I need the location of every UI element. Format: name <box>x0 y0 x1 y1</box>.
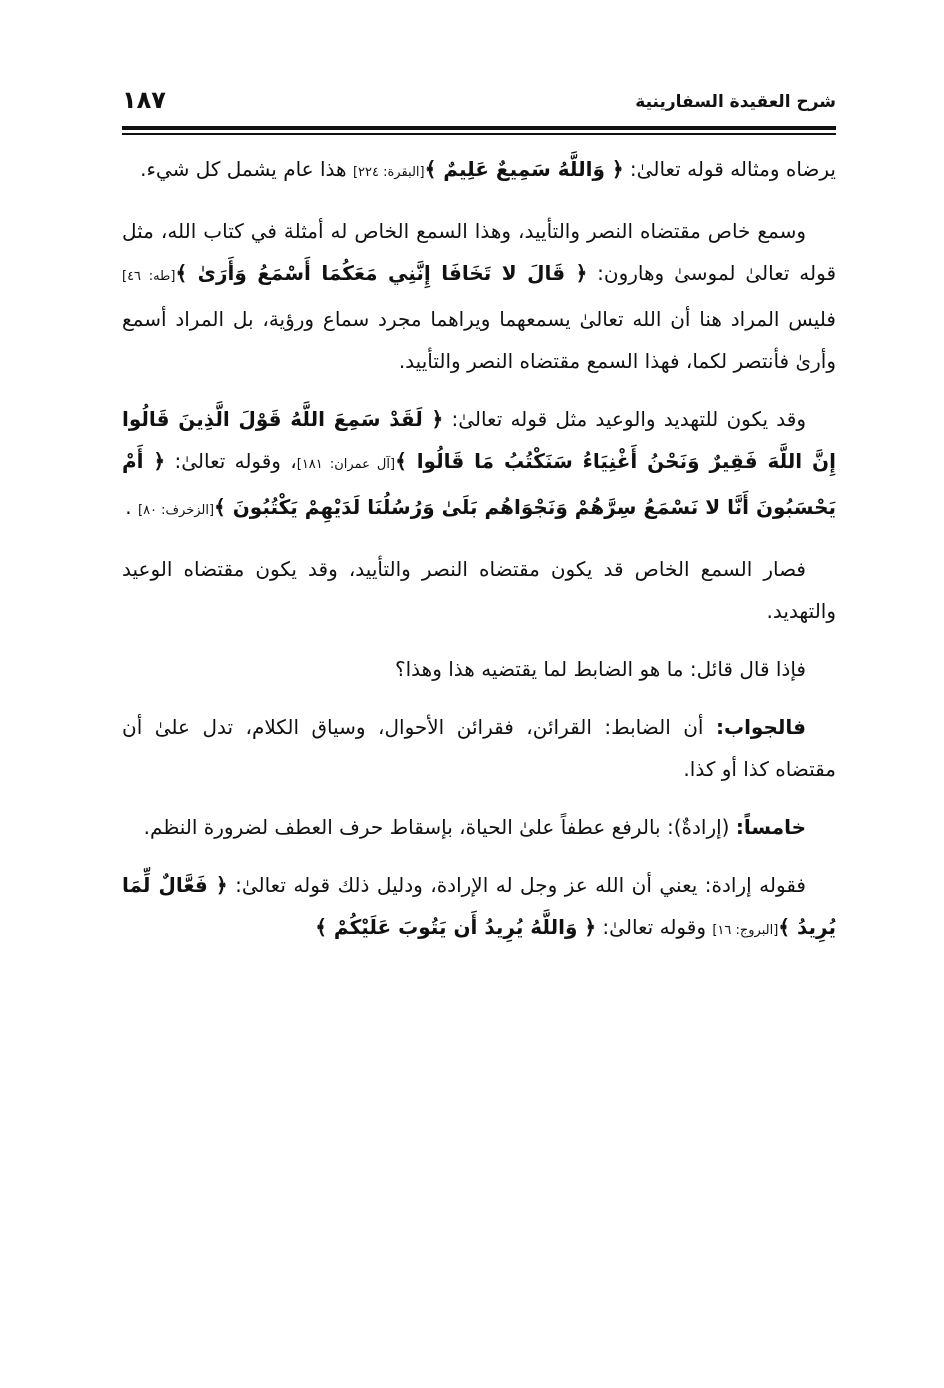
text: يرضاه ومثاله قوله تعالىٰ: <box>623 157 836 181</box>
verse-reference: [طه: ٤٦] <box>122 269 176 284</box>
text: وقوله تعالىٰ: <box>596 915 713 939</box>
quran-verse: ﴿ فَعَّالٌ لِّمَا يُرِيدُ ﴾ <box>122 873 836 939</box>
verse-reference: [البروج: ١٦] <box>712 923 779 938</box>
quran-verse: ﴿ وَاللَّهُ سَمِيعٌ عَلِيمٌ ﴾ <box>424 157 624 181</box>
paragraph-8 <box>122 864 836 952</box>
text: أن الضابط: القرائن، فقرائن الأحوال، وسياق الكلام، تدل علىٰ أن مقتضاه كذا أو كذا. <box>122 715 836 781</box>
verse-reference: [الزخرف: ٨٠] <box>137 503 215 518</box>
text: فصار السمع الخاص قد يكون مقتضاه النصر والتأييد، وقد يكون مقتضاه الوعيد والتهديد. <box>122 557 836 623</box>
paragraph-3 <box>122 398 836 532</box>
text: ، وقوله تعالىٰ: <box>165 449 297 473</box>
quran-verse: ﴿ قَالَ لا تَخَافَا إِنَّنِي مَعَكُمَا أَسْمَعُ وَأَرَىٰ ﴾ <box>175 261 588 285</box>
paragraph-6 <box>122 706 836 790</box>
verse-reference: [آل عمران: ١٨١] <box>296 457 396 472</box>
running-title: شرح العقيدة السفارينية <box>635 92 836 112</box>
text: وقد يكون للتهديد والوعيد مثل قوله تعالىٰ: <box>443 407 806 431</box>
header-rule-thin <box>122 133 836 135</box>
paragraph-2 <box>122 210 836 382</box>
bold-lead: فالجواب: <box>715 715 806 739</box>
text: . <box>125 495 138 519</box>
text: هذا عام يشمل كل شيء. <box>140 157 353 181</box>
text: فإذا قال قائل: ما هو الضابط لما يقتضيه هذا وهذا؟ <box>395 657 806 681</box>
bold-lead: خامساً: <box>735 815 806 839</box>
text: (إرادةٌ): بالرفع عطفاً علىٰ الحياة، بإسقاط حرف العطف لضرورة النظم. <box>143 815 736 839</box>
paragraph-7 <box>122 806 836 848</box>
quran-verse: ﴿ لَقَدْ سَمِعَ اللَّهُ قَوْلَ الَّذِينَ قَالُوا إِنَّ اللَّهَ فَقِيرٌ وَنَحْنُ أَغْنِيَاءُ سَنَكْتُبُ مَا قَالُوا ﴾ <box>122 407 836 473</box>
body-text <box>122 148 836 968</box>
verse-reference: [البقرة: ٢٢٤] <box>352 165 425 180</box>
page-number: ١٨٧ <box>122 86 166 114</box>
paragraph-5 <box>122 648 836 690</box>
header-rule-thick <box>122 126 836 130</box>
quran-verse: ﴿ وَاللَّهُ يُرِيدُ أَن يَتُوبَ عَلَيْكُمْ ﴾ <box>315 915 597 939</box>
text: فليس المراد هنا أن الله تعالىٰ يسمعهما ويراهما مجرد سماع ورؤية، بل المراد أسمع وأرىٰ فأنتصر لكما، فهذا السمع مقتضاه النصر والتأييد. <box>122 307 836 373</box>
text: وسمع خاص مقتضاه النصر والتأييد، وهذا السمع الخاص له أمثلة في كتاب الله، مثل قوله تعالىٰ لموسىٰ وهارون: <box>122 219 837 285</box>
quran-verse: ﴿ أَمْ يَحْسَبُونَ أَنَّا لا نَسْمَعُ سِرَّهُمْ وَنَجْوَاهُم بَلَىٰ وَرُسُلُنَا لَدَيْهِمْ يَكْتُبُونَ ﴾ <box>122 449 836 519</box>
text: فقوله إرادة: يعني أن الله عز وجل له الإرادة، ودليل ذلك قوله تعالىٰ: <box>227 873 806 897</box>
paragraph-1 <box>122 148 836 194</box>
paragraph-4 <box>122 548 836 632</box>
page-header <box>122 86 836 124</box>
